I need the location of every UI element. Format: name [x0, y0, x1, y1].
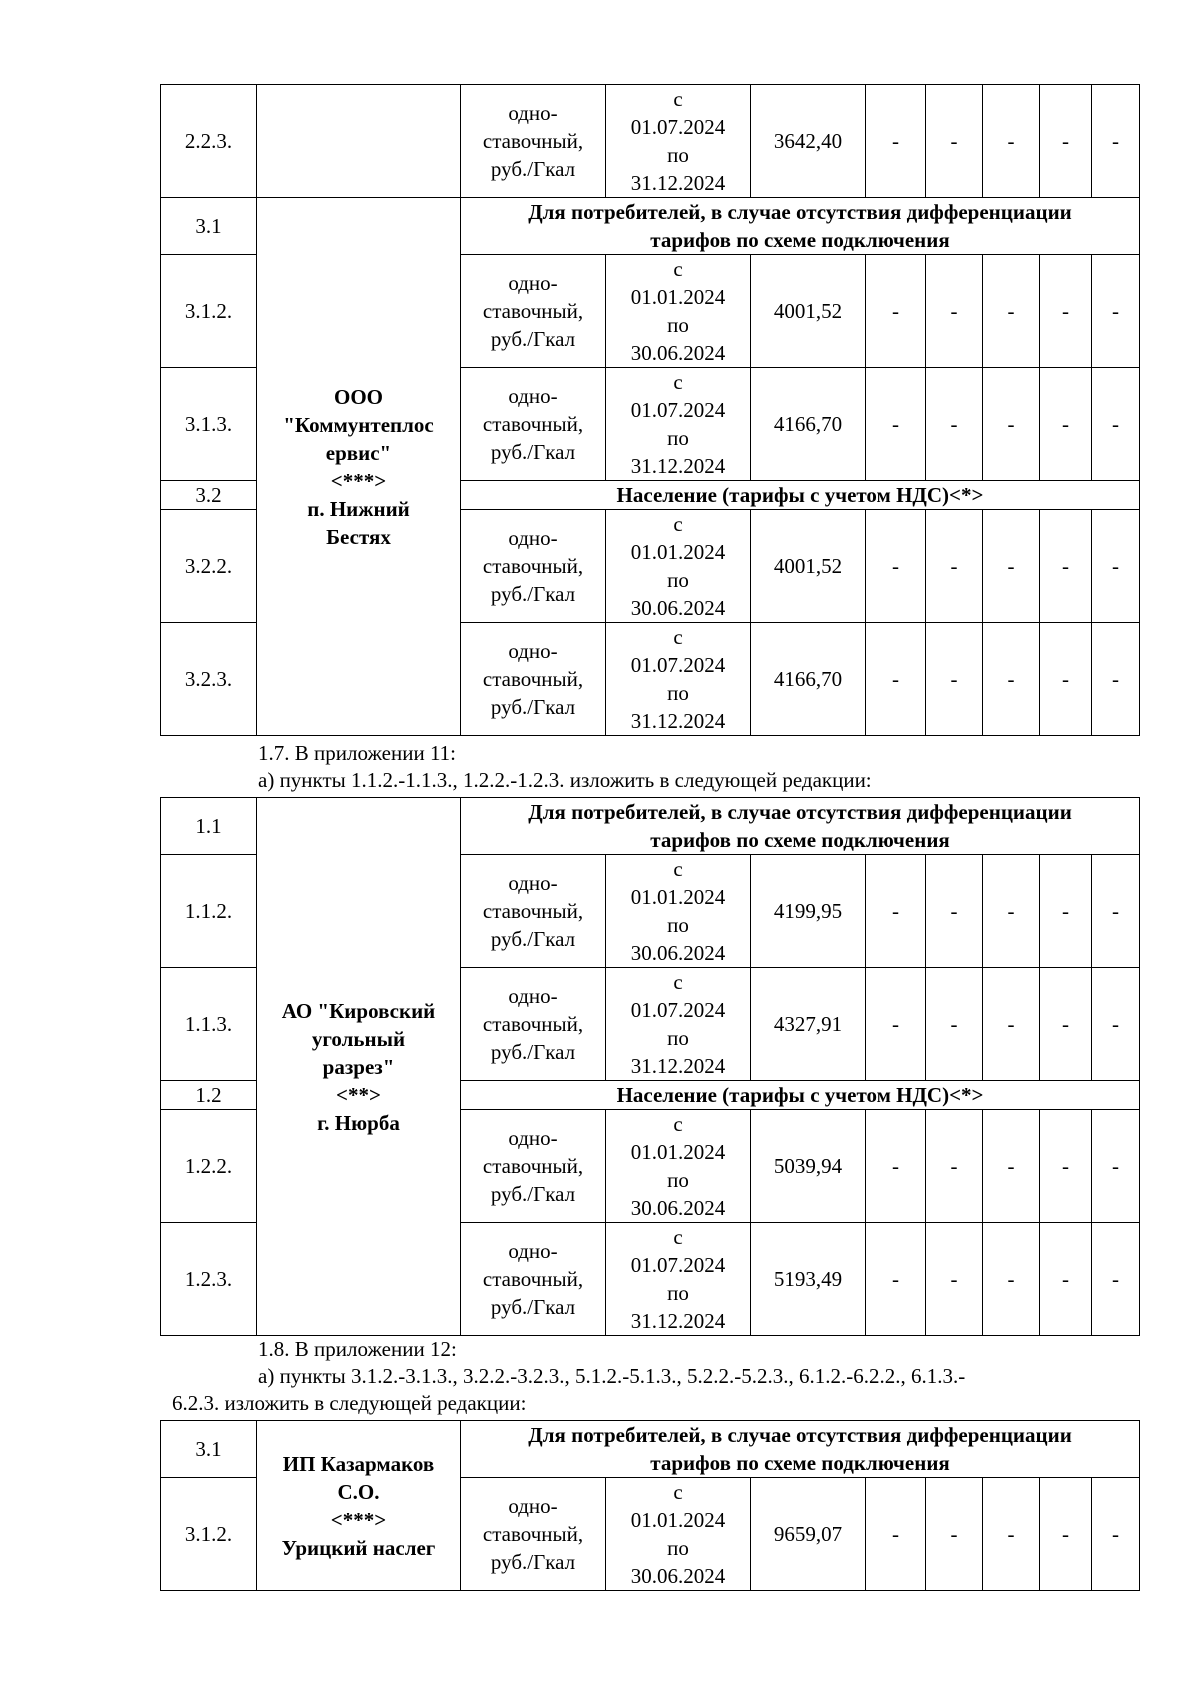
tariff-value: 4166,70: [773, 667, 843, 691]
empty-value-cell: [866, 1110, 926, 1223]
tariff-type-line: руб./Гкал: [490, 927, 576, 951]
organization-line: Урицкий наслег: [281, 1535, 436, 1560]
empty-value-cell: [983, 510, 1040, 623]
tariff-type-cell: [461, 1110, 606, 1223]
dash-mark: -: [950, 412, 958, 436]
tariff-type-line: одно-: [508, 1239, 558, 1263]
empty-value-cell: [1040, 1110, 1092, 1223]
dash-mark: -: [1112, 412, 1119, 436]
item-number-cell: [161, 855, 257, 968]
dash-mark: -: [950, 1522, 958, 1546]
tariff-type-line: одно-: [508, 1494, 558, 1518]
dash-mark: -: [1007, 1012, 1015, 1036]
organization-line: Бестях: [326, 524, 391, 549]
item-number: 1.1.2.: [184, 899, 233, 923]
section-header-cell: [461, 1421, 1140, 1478]
tariff-type-line: одно-: [508, 101, 558, 125]
tariff-type-line: ставочный,: [482, 412, 584, 436]
empty-value-cell: [1092, 1110, 1140, 1223]
tariff-value-cell: [751, 1223, 866, 1336]
tariff-type-line: руб./Гкал: [490, 1550, 576, 1574]
paragraph-line: а) пункты 1.1.2.-1.1.3., 1.2.2.-1.2.3. изложить в следующей редакции:: [258, 768, 872, 792]
dash-mark: -: [950, 554, 958, 578]
dash-mark: -: [892, 1012, 899, 1036]
empty-value-cell: [983, 855, 1040, 968]
empty-value-cell: [926, 968, 983, 1081]
dash-mark: -: [1007, 899, 1015, 923]
tariff-type-line: ставочный,: [482, 554, 584, 578]
organization-cell: [257, 1421, 461, 1591]
section-header-cell: [461, 198, 1140, 255]
empty-value-cell: [1040, 368, 1092, 481]
organization-line: ООО: [333, 384, 383, 409]
tariff-type-line: одно-: [508, 639, 558, 663]
empty-value-cell: [926, 510, 983, 623]
item-number: 3.1.3.: [184, 412, 233, 436]
period-line: 30.06.2024: [630, 1196, 726, 1220]
empty-value-cell: [926, 1478, 983, 1591]
tariff-value: 9659,07: [773, 1522, 843, 1546]
dash-mark: -: [1062, 299, 1069, 323]
tariff-value: 3642,40: [773, 129, 843, 153]
tariff-type-line: одно-: [508, 271, 558, 295]
item-number-cell: [161, 85, 257, 198]
tariff-type-cell: [461, 368, 606, 481]
empty-value-cell: [926, 855, 983, 968]
item-number-cell: [161, 1110, 257, 1223]
period-line: с: [673, 1480, 683, 1504]
paragraph-1-8: [258, 1336, 457, 1362]
dash-mark: -: [1062, 129, 1069, 153]
dash-mark: -: [1062, 899, 1069, 923]
organization-line: АО "Кировский: [281, 998, 436, 1023]
item-number-cell: [161, 623, 257, 736]
item-number: 1.1: [195, 814, 222, 838]
tariff-type-cell: [461, 623, 606, 736]
tariff-value-cell: [751, 85, 866, 198]
dash-mark: -: [1007, 1267, 1015, 1291]
tariff-type-line: ставочный,: [482, 299, 584, 323]
period-cell: [606, 368, 751, 481]
dash-mark: -: [1062, 1012, 1069, 1036]
period-line: с: [673, 970, 683, 994]
organization-line: г. Нюрба: [317, 1110, 400, 1135]
item-number: 1.2.2.: [184, 1154, 233, 1178]
paragraph-line: 1.7. В приложении 11:: [258, 741, 457, 765]
organization-line: С.О.: [337, 1479, 380, 1504]
empty-value-cell: [926, 368, 983, 481]
section-header-cell: [461, 481, 1140, 510]
dash-mark: -: [1112, 1522, 1120, 1546]
period-line: по: [667, 1026, 689, 1050]
item-number: 3.1: [195, 214, 222, 238]
tariff-value-cell: [751, 623, 866, 736]
tariff-type-cell: [461, 510, 606, 623]
item-number-cell: [161, 368, 257, 481]
item-number: 3.1.2.: [184, 1522, 233, 1546]
item-number-cell: [161, 1081, 257, 1110]
period-line: 01.01.2024: [630, 885, 726, 909]
empty-value-cell: [866, 368, 926, 481]
organization-line: п. Нижний: [307, 496, 410, 521]
empty-value-cell: [1092, 85, 1140, 198]
empty-value-cell: [1040, 623, 1092, 736]
empty-value-cell: [926, 1110, 983, 1223]
dash-mark: -: [1062, 554, 1069, 578]
empty-value-cell: [983, 1478, 1040, 1591]
tariff-type-cell: [461, 85, 606, 198]
tariff-type-line: руб./Гкал: [490, 1295, 576, 1319]
tariff-type-cell: [461, 255, 606, 368]
period-line: по: [667, 313, 689, 337]
dash-mark: -: [950, 129, 958, 153]
item-number-cell: [161, 1223, 257, 1336]
period-line: с: [673, 1225, 683, 1249]
period-line: 01.01.2024: [630, 1508, 726, 1532]
item-number-cell: [161, 1478, 257, 1591]
dash-mark: -: [950, 899, 958, 923]
tariff-type-line: одно-: [508, 984, 558, 1008]
item-number-cell: [161, 1421, 257, 1478]
item-number: 1.2: [195, 1083, 222, 1107]
tariff-type-cell: [461, 968, 606, 1081]
tariff-type-line: руб./Гкал: [490, 695, 576, 719]
tariff-value-cell: [751, 1110, 866, 1223]
dash-mark: -: [1007, 667, 1015, 691]
tariff-value: 4166,70: [773, 412, 843, 436]
dash-mark: -: [1007, 412, 1015, 436]
tariff-value: 4327,91: [773, 1012, 843, 1036]
empty-value-cell: [926, 85, 983, 198]
tariff-type-line: ставочный,: [482, 1522, 584, 1546]
dash-mark: -: [1007, 1154, 1015, 1178]
empty-value-cell: [866, 968, 926, 1081]
empty-value-cell: [983, 1223, 1040, 1336]
empty-value-cell: [866, 855, 926, 968]
section-header-cell: [461, 1081, 1140, 1110]
tariff-table-3: [160, 1420, 1140, 1591]
section-header-line: Население (тарифы с учетом НДС)<*>: [616, 1083, 984, 1107]
empty-value-cell: [1092, 968, 1140, 1081]
period-line: по: [667, 426, 689, 450]
paragraph-line: 1.8. В приложении 12:: [258, 1337, 457, 1361]
empty-value-cell: [866, 510, 926, 623]
dash-mark: -: [892, 1154, 899, 1178]
period-line: 01.07.2024: [630, 653, 726, 677]
period-line: 31.12.2024: [630, 171, 726, 195]
empty-value-cell: [1092, 1223, 1140, 1336]
period-line: 31.12.2024: [630, 1309, 726, 1333]
period-line: по: [667, 681, 689, 705]
section-header-line: Для потребителей, в случае отсутствия дифференциации: [528, 200, 1072, 224]
tariff-value-cell: [751, 368, 866, 481]
period-line: по: [667, 1536, 689, 1560]
empty-value-cell: [1040, 1478, 1092, 1591]
period-cell: [606, 1110, 751, 1223]
tariff-value-cell: [751, 968, 866, 1081]
item-number: 3.1.2.: [184, 299, 233, 323]
item-number-cell: [161, 510, 257, 623]
empty-value-cell: [1092, 855, 1140, 968]
table-row: [161, 85, 1140, 198]
section-header-line: тарифов по схеме подключения: [650, 828, 950, 852]
tariff-value: 4001,52: [773, 299, 843, 323]
tariff-type-line: ставочный,: [482, 899, 584, 923]
item-number-cell: [161, 968, 257, 1081]
paragraph-1-7: [258, 740, 456, 766]
table-row: [161, 198, 1140, 255]
dash-mark: -: [1062, 1267, 1069, 1291]
empty-value-cell: [1040, 855, 1092, 968]
tariff-value-cell: [751, 255, 866, 368]
dash-mark: -: [1062, 412, 1069, 436]
tariff-type-line: одно-: [508, 1126, 558, 1150]
organization-cell-empty: [257, 85, 461, 198]
item-number: 3.1: [195, 1437, 222, 1461]
organization-line: ИП Казармаков: [282, 1451, 435, 1476]
empty-value-cell: [866, 1223, 926, 1336]
dash-mark: -: [892, 412, 899, 436]
empty-value-cell: [1092, 1478, 1140, 1591]
dash-mark: -: [1007, 554, 1015, 578]
organization-line: "Коммунтеплос: [283, 412, 434, 437]
period-line: с: [673, 87, 683, 111]
organization-line: <***>: [330, 1507, 387, 1532]
item-number: 1.2.3.: [184, 1267, 233, 1291]
tariff-table-2: [160, 797, 1140, 1336]
period-line: 31.12.2024: [630, 1054, 726, 1078]
organization-line: ервис": [325, 440, 392, 465]
dash-mark: -: [1112, 554, 1119, 578]
tariff-type-line: ставочный,: [482, 1154, 584, 1178]
empty-value-cell: [1092, 623, 1140, 736]
period-cell: [606, 255, 751, 368]
empty-value-cell: [1040, 1223, 1092, 1336]
period-line: по: [667, 143, 689, 167]
period-line: 31.12.2024: [630, 709, 726, 733]
dash-mark: -: [892, 129, 899, 153]
dash-mark: -: [1112, 1012, 1120, 1036]
period-cell: [606, 855, 751, 968]
table-row: [161, 1421, 1140, 1478]
period-line: 01.01.2024: [630, 1140, 726, 1164]
empty-value-cell: [866, 85, 926, 198]
table-row: [161, 798, 1140, 855]
organization-line: <***>: [330, 468, 387, 493]
section-header-line: тарифов по схеме подключения: [650, 228, 950, 252]
dash-mark: -: [1062, 667, 1069, 691]
item-number-cell: [161, 481, 257, 510]
period-line: по: [667, 568, 689, 592]
tariff-value: 4199,95: [773, 899, 843, 923]
period-line: 30.06.2024: [630, 341, 726, 365]
period-line: 30.06.2024: [630, 1564, 726, 1588]
period-cell: [606, 1223, 751, 1336]
tariff-type-line: руб./Гкал: [490, 1040, 576, 1064]
section-header-line: тарифов по схеме подключения: [650, 1451, 950, 1475]
organization-cell: [257, 798, 461, 1336]
tariff-type-line: одно-: [508, 526, 558, 550]
tariff-type-cell: [461, 1223, 606, 1336]
tariff-value-cell: [751, 855, 866, 968]
tariff-value-cell: [751, 1478, 866, 1591]
tariff-type-line: руб./Гкал: [490, 1182, 576, 1206]
period-line: 01.01.2024: [630, 285, 726, 309]
dash-mark: -: [1112, 667, 1119, 691]
period-cell: [606, 968, 751, 1081]
tariff-type-line: одно-: [508, 384, 558, 408]
item-number: 1.1.3.: [184, 1012, 233, 1036]
empty-value-cell: [1092, 255, 1140, 368]
period-line: 01.07.2024: [630, 1253, 726, 1277]
dash-mark: -: [950, 1267, 958, 1291]
dash-mark: -: [892, 554, 899, 578]
tariff-value: 5039,94: [773, 1154, 843, 1178]
organization-line: <**>: [336, 1082, 381, 1107]
dash-mark: -: [892, 299, 899, 323]
item-number-cell: [161, 198, 257, 255]
dash-mark: -: [1007, 1522, 1015, 1546]
period-line: с: [673, 1112, 683, 1136]
empty-value-cell: [983, 1110, 1040, 1223]
dash-mark: -: [892, 667, 899, 691]
tariff-type-cell: [461, 1478, 606, 1591]
tariff-type-line: одно-: [508, 871, 558, 895]
tariff-type-line: руб./Гкал: [490, 582, 576, 606]
period-line: 01.07.2024: [630, 998, 726, 1022]
period-line: с: [673, 512, 683, 536]
period-line: по: [667, 1281, 689, 1305]
empty-value-cell: [926, 1223, 983, 1336]
tariff-type-line: руб./Гкал: [490, 157, 576, 181]
tariff-table-1: [160, 84, 1140, 736]
dash-mark: -: [1112, 129, 1119, 153]
period-cell: [606, 510, 751, 623]
period-line: 30.06.2024: [630, 596, 726, 620]
organization-cell: [257, 198, 461, 736]
empty-value-cell: [1040, 510, 1092, 623]
paragraph-1-8-a-cont: [172, 1390, 526, 1416]
empty-value-cell: [926, 255, 983, 368]
tariff-type-line: ставочный,: [482, 1267, 584, 1291]
empty-value-cell: [866, 1478, 926, 1591]
empty-value-cell: [866, 255, 926, 368]
item-number: 2.2.3.: [184, 129, 233, 153]
tariff-value: 5193,49: [773, 1267, 843, 1291]
dash-mark: -: [1007, 129, 1015, 153]
tariff-type-line: ставочный,: [482, 129, 584, 153]
paragraph-1-7-a: [258, 767, 872, 793]
dash-mark: -: [950, 667, 958, 691]
item-number: 3.2.2.: [184, 554, 233, 578]
empty-value-cell: [1040, 968, 1092, 1081]
tariff-value-cell: [751, 510, 866, 623]
period-line: с: [673, 857, 683, 881]
period-line: по: [667, 1168, 689, 1192]
dash-mark: -: [892, 1522, 899, 1546]
item-number-cell: [161, 255, 257, 368]
organization-line: угольный: [311, 1026, 406, 1051]
period-cell: [606, 1478, 751, 1591]
empty-value-cell: [983, 85, 1040, 198]
dash-mark: -: [1112, 899, 1120, 923]
empty-value-cell: [1092, 510, 1140, 623]
item-number-cell: [161, 798, 257, 855]
dash-mark: -: [950, 1012, 958, 1036]
paragraph-line: 6.2.3. изложить в следующей редакции:: [172, 1391, 527, 1415]
tariff-type-line: руб./Гкал: [490, 440, 576, 464]
period-cell: [606, 85, 751, 198]
period-cell: [606, 623, 751, 736]
dash-mark: -: [950, 1154, 958, 1178]
dash-mark: -: [950, 299, 958, 323]
dash-mark: -: [892, 1267, 899, 1291]
empty-value-cell: [1092, 368, 1140, 481]
dash-mark: -: [1062, 1154, 1069, 1178]
dash-mark: -: [1062, 1522, 1069, 1546]
section-header-line: Для потребителей, в случае отсутствия дифференциации: [528, 1423, 1072, 1447]
dash-mark: -: [1112, 1154, 1120, 1178]
period-line: 01.01.2024: [630, 540, 726, 564]
period-line: по: [667, 913, 689, 937]
paragraph-line: а) пункты 3.1.2.-3.1.3., 3.2.2.-3.2.3., 5.1.2.-5.1.3., 5.2.2.-5.2.3., 6.1.2.-6.2.2., 6.1.3.-: [258, 1364, 966, 1388]
section-header-cell: [461, 798, 1140, 855]
tariff-type-cell: [461, 855, 606, 968]
item-number: 3.2: [195, 483, 222, 507]
paragraph-1-8-a: [258, 1363, 965, 1389]
period-line: 30.06.2024: [630, 941, 726, 965]
dash-mark: -: [1112, 299, 1119, 323]
dash-mark: -: [1112, 1267, 1120, 1291]
section-header-line: Население (тарифы с учетом НДС)<*>: [616, 483, 984, 507]
item-number: 3.2.3.: [184, 667, 233, 691]
tariff-value: 4001,52: [773, 554, 843, 578]
empty-value-cell: [1040, 255, 1092, 368]
organization-line: разрез": [322, 1054, 395, 1079]
empty-value-cell: [983, 968, 1040, 1081]
empty-value-cell: [983, 255, 1040, 368]
period-line: 01.07.2024: [630, 398, 726, 422]
tariff-type-line: ставочный,: [482, 1012, 584, 1036]
tariff-type-line: руб./Гкал: [490, 327, 576, 351]
empty-value-cell: [866, 623, 926, 736]
empty-value-cell: [983, 368, 1040, 481]
dash-mark: -: [1007, 299, 1015, 323]
dash-mark: -: [892, 899, 899, 923]
tariff-type-line: ставочный,: [482, 667, 584, 691]
period-line: 31.12.2024: [630, 454, 726, 478]
empty-value-cell: [926, 623, 983, 736]
empty-value-cell: [1040, 85, 1092, 198]
period-line: с: [673, 370, 683, 394]
period-line: с: [673, 625, 683, 649]
period-line: 01.07.2024: [630, 115, 726, 139]
empty-value-cell: [983, 623, 1040, 736]
section-header-line: Для потребителей, в случае отсутствия дифференциации: [528, 800, 1072, 824]
period-line: с: [673, 257, 683, 281]
